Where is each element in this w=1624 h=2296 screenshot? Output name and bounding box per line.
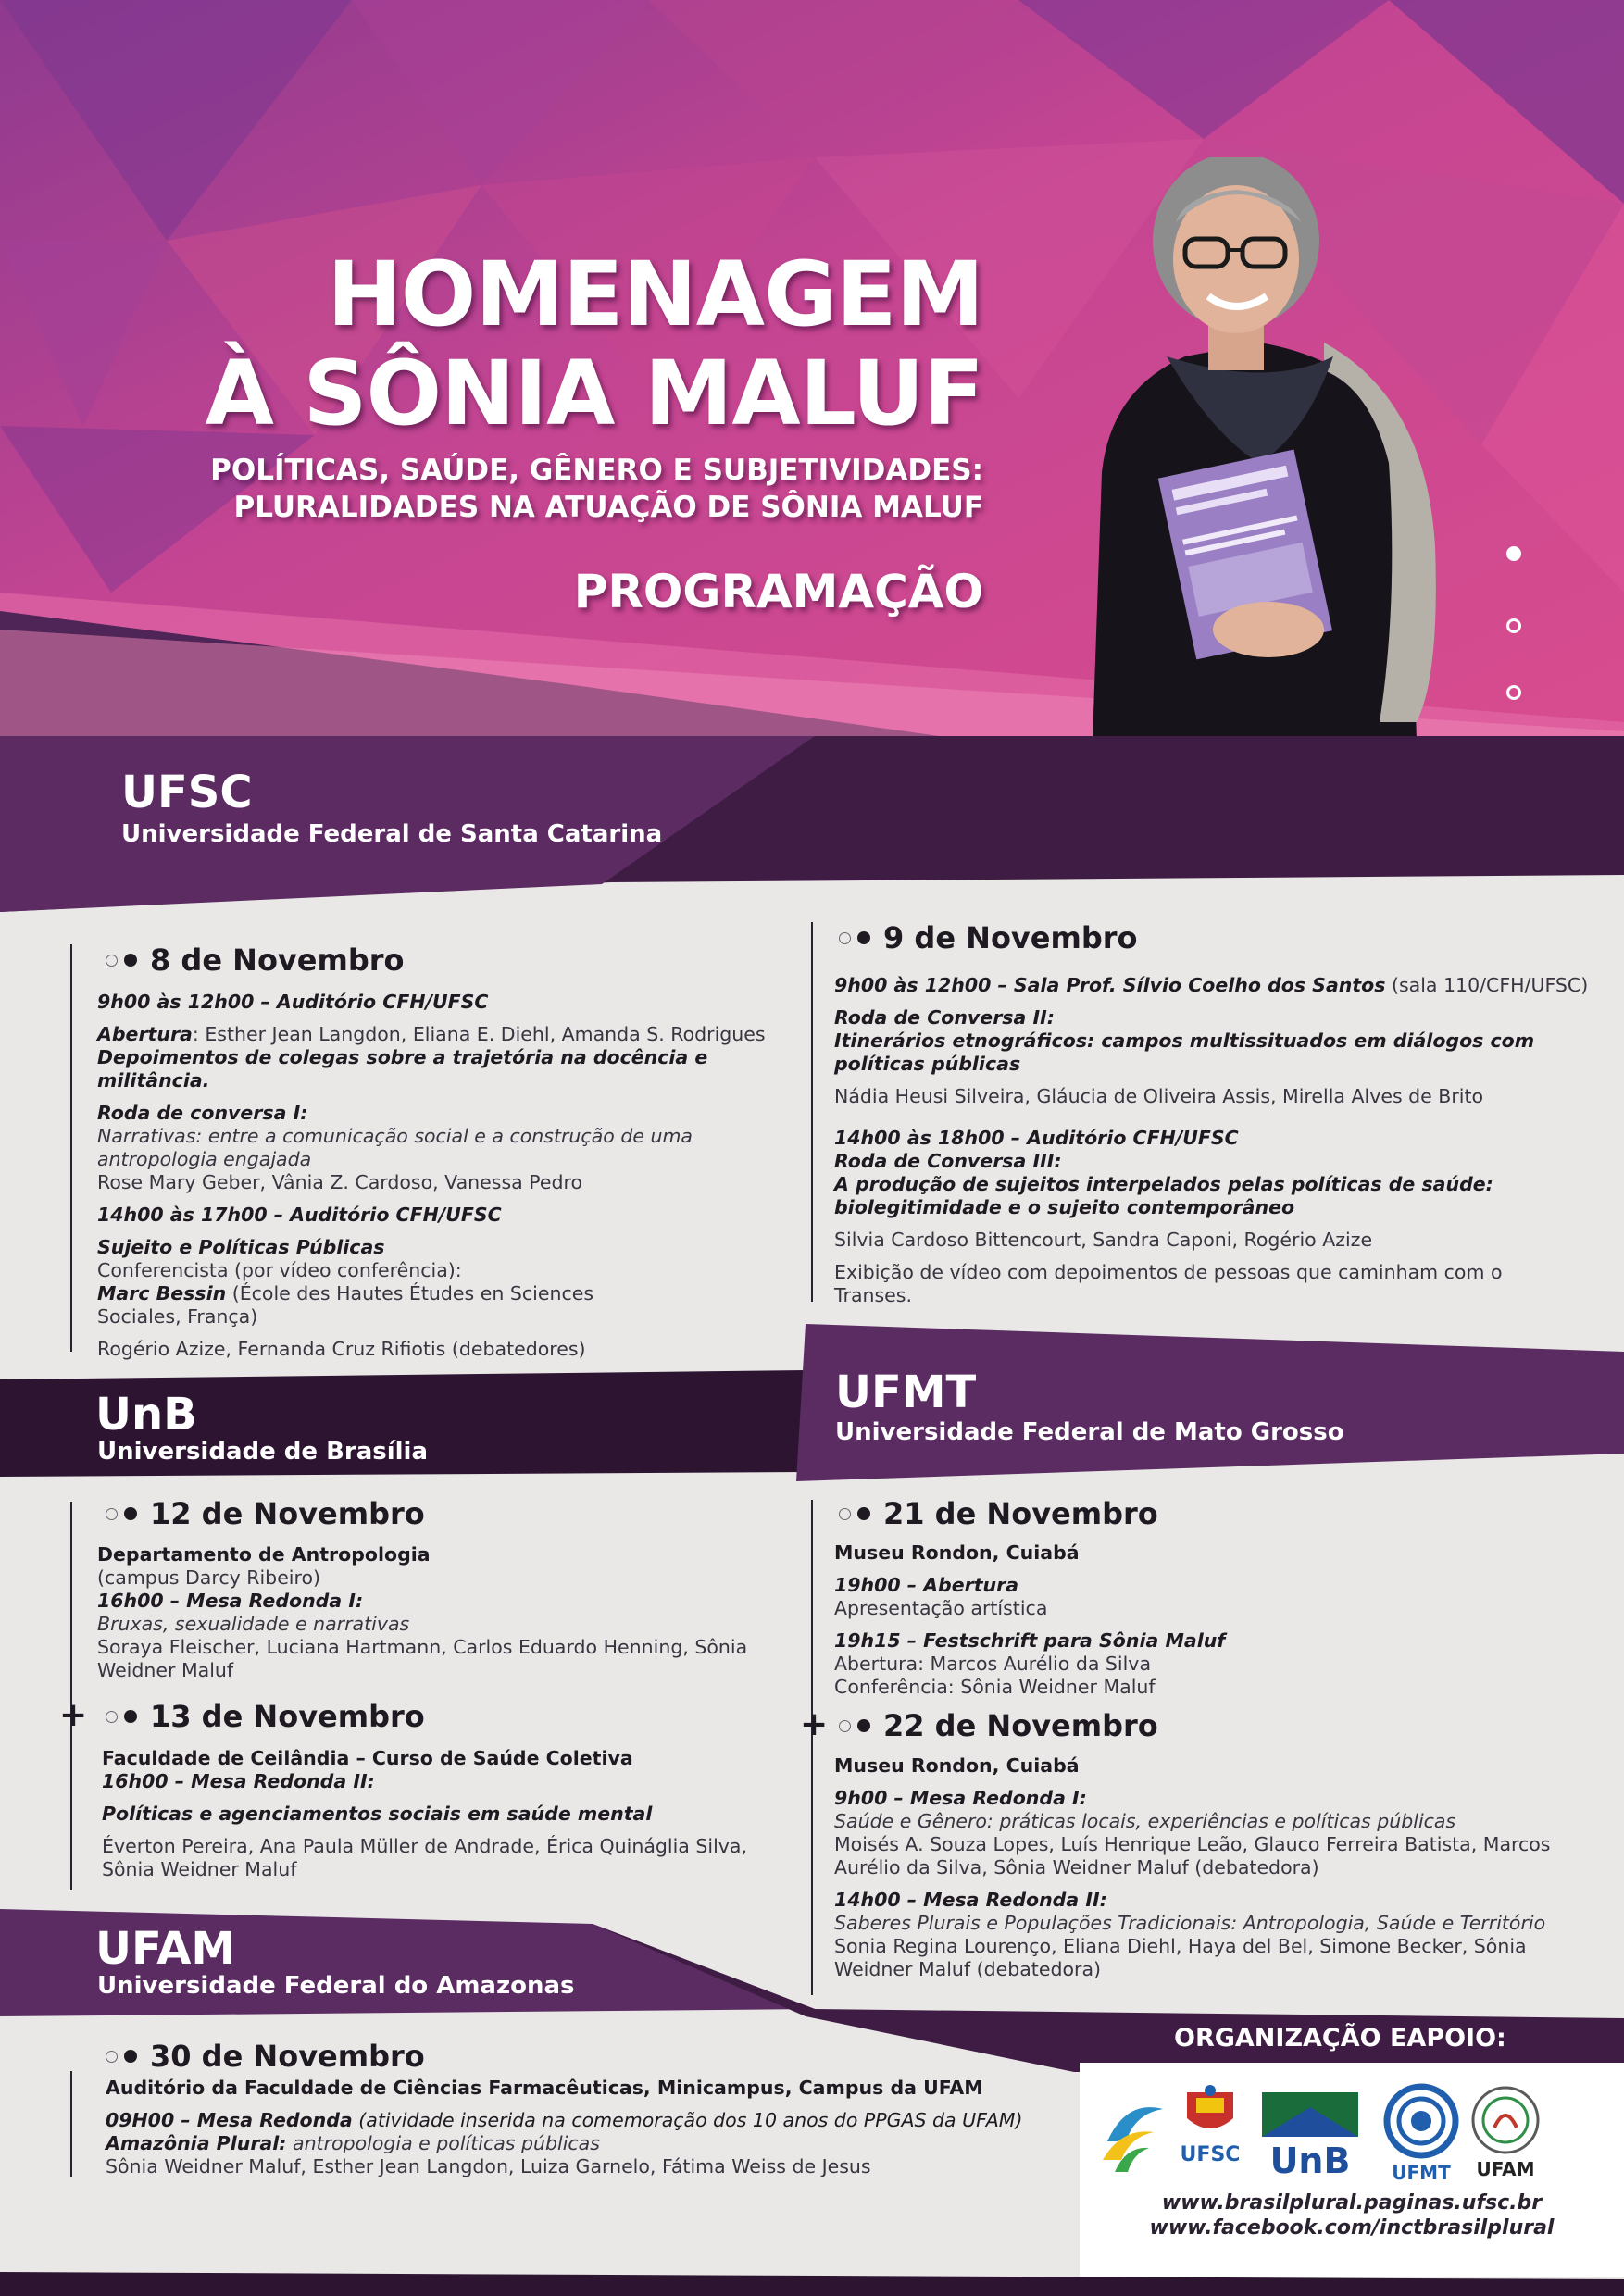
subtitle-line2: PLURALIDADES NA ATUAÇÃO DE SÔNIA MALUF [233, 491, 983, 524]
names-line1: Soraya Fleischer, Luciana Hartmann, Carlos Eduardo Henning, Sônia [97, 1636, 748, 1658]
title-line2: À SÔNIA MALUF [205, 342, 983, 445]
video-note-line1: Exibição de vídeo com depoimentos de pessoas que caminham com o [834, 1261, 1503, 1283]
ufsc-day1-block [97, 991, 801, 1361]
date-heading [839, 920, 1138, 955]
logo-ufam [1468, 2085, 1543, 2179]
roda-subtitle-line2: biolegitimidade e o sujeito contemporâneo [834, 1196, 1295, 1218]
ufam-seal-icon [1470, 2085, 1541, 2155]
venue: Museu Rondon, Cuiabá [834, 1754, 1080, 1777]
date-label: 12 de Novembro [150, 1496, 425, 1531]
session-detail: Conferência: Sônia Weidner Maluf [834, 1676, 1156, 1698]
date-heading [106, 1699, 425, 1734]
circle-filled-icon [124, 2050, 137, 2063]
ufsc-crest-icon [1178, 2083, 1243, 2140]
unb-mark-icon [1260, 2090, 1360, 2139]
abertura-names: : Esther Jean Langdon, Eliana E. Diehl, Amanda S. Rodrigues [192, 1023, 766, 1045]
date-heading [839, 1708, 1158, 1743]
session-room: (sala 110/CFH/UFSC) [1385, 974, 1589, 996]
session-time: 14h00 às 18h00 – Auditório CFH/UFSC [834, 1127, 1239, 1149]
org-title: ORGANIZAÇÃO EAPOIO: [1174, 2024, 1506, 2053]
session-time: 09H00 – Mesa Redonda [106, 2109, 353, 2131]
session-title-rest: : Antropologia, Saúde e Território [1230, 1912, 1546, 1934]
ufsc-name: Universidade Federal de Santa Catarina [121, 820, 663, 848]
names-line1: Éverton Pereira, Ana Paula Müller de Andrade, Érica Quináglia Silva, [102, 1835, 747, 1857]
date-label: 30 de Novembro [150, 2039, 425, 2074]
slide-dot-1[interactable] [1506, 546, 1521, 561]
circle-filled-icon [124, 1507, 137, 1520]
names-line2: Weidner Maluf [97, 1659, 234, 1681]
date-heading [106, 942, 405, 978]
debaters: Rogério Azize, Fernanda Cruz Rifiotis (debatedores) [97, 1338, 586, 1360]
slide-dot-3[interactable] [1506, 685, 1521, 700]
timeline-line [70, 2071, 72, 2177]
speaker-affiliation-line2: Sociales, França) [97, 1305, 258, 1328]
ufmt-abbr: UFMT [835, 1366, 977, 1418]
speaker-affiliation: (École des Hautes Études en Sciences [226, 1282, 594, 1304]
names-line2: Sônia Weidner Maluf [102, 1858, 297, 1880]
date-heading [106, 1496, 425, 1531]
logo-unb [1259, 2090, 1361, 2179]
subtitle [210, 452, 983, 526]
ufam-day-block [106, 2077, 1087, 2178]
circle-outline-icon [839, 932, 851, 944]
session-title: Políticas e agenciamentos sociais em saúde mental [102, 1803, 653, 1825]
circle-outline-icon [106, 955, 118, 967]
session-title-rest: : práticas locais, experiências e políticas públicas [986, 1810, 1456, 1832]
ufsc-abbr: UFSC [121, 767, 253, 818]
roda-subtitle-line1: A produção de sujeitos interpelados pelas políticas de saúde: [834, 1173, 1493, 1195]
logo-ufmt [1380, 2083, 1463, 2183]
roda-subtitle-line2: antropologia engajada [97, 1148, 312, 1170]
date-label: 22 de Novembro [883, 1708, 1158, 1743]
unb-day2-block [102, 1747, 806, 1881]
circle-outline-icon [106, 1508, 118, 1520]
roda-names: Nádia Heusi Silveira, Gláucia de Oliveira Assis, Mirella Alves de Brito [834, 1085, 1484, 1107]
ufmt-name: Universidade Federal de Mato Grosso [835, 1418, 1344, 1446]
circle-filled-icon [124, 1710, 137, 1723]
venue: Auditório da Faculdade de Ciências Farmacêuticas, Minicampus, Campus da UFAM [106, 2077, 983, 2099]
logo-unb-text: UnB [1269, 2140, 1351, 2181]
date-heading [106, 2039, 425, 2074]
facebook-link[interactable]: www.facebook.com/inctbrasilplural [1149, 2216, 1555, 2240]
session-title-rest: antropologia e políticas públicas [286, 2132, 600, 2154]
ufsc-day2-block [834, 974, 1593, 1307]
roda-title: Roda de Conversa II: [834, 1006, 1055, 1029]
session-time: 16h00 – Mesa Redonda I: [97, 1590, 364, 1612]
ufmt-emblem-icon [1383, 2083, 1459, 2159]
session-detail: Abertura: Marcos Aurélio da Silva [834, 1653, 1152, 1675]
logo-ufsc [1172, 2083, 1248, 2166]
date-label: 13 de Novembro [150, 1699, 425, 1734]
subtitle-line1: POLÍTICAS, SAÚDE, GÊNERO E SUBJETIVIDADES: [210, 454, 983, 487]
session-time: 14h00 às 17h00 – Auditório CFH/UFSC [97, 1204, 502, 1226]
roda-subtitle-line1: Itinerários etnográficos: campos multissituados em diálogos com [834, 1029, 1535, 1052]
session-note: (atividade inserida na comemoração dos 10 anos do PPGAS da UFAM) [352, 2109, 1023, 2131]
date-label: 9 de Novembro [883, 920, 1138, 955]
plus-icon: + [800, 1705, 829, 1743]
venue: Departamento de Antropologia [97, 1543, 431, 1566]
roda-title: Roda de conversa I: [97, 1102, 308, 1124]
ufam-name: Universidade Federal do Amazonas [97, 1972, 575, 2000]
depoimentos-text: Depoimentos de colegas sobre a trajetória na docência e militância. [97, 1046, 708, 1092]
names-line1: Sonia Regina Lourenço, Eliana Diehl, Haya del Bel, Simone Becker, Sônia [834, 1935, 1527, 1957]
programacao-heading: PROGRAMAÇÃO [573, 565, 983, 618]
roda-names: Silvia Cardoso Bittencourt, Sandra Caponi, Rogério Azize [834, 1229, 1373, 1251]
session-time: 14h00 – Mesa Redonda II: [834, 1889, 1107, 1911]
circle-filled-icon [857, 931, 870, 944]
date-label: 21 de Novembro [883, 1496, 1158, 1531]
timeline-line [70, 944, 72, 1352]
session-title: Saberes Plurais e Populações Tradicionais [834, 1912, 1231, 1934]
names-line2: Aurélio da Silva, Sônia Weidner Maluf (debatedora) [834, 1856, 1319, 1878]
plus-icon: + [59, 1696, 88, 1734]
speaker-name: Marc Bessin [97, 1282, 227, 1304]
session-time: 9h00 às 12h00 – Sala Prof. Sílvio Coelho dos Santos [834, 974, 1386, 996]
session-title: Bruxas, sexualidade e narrativas [97, 1613, 410, 1635]
session-time: 19h15 – Festschrift para Sônia Maluf [834, 1629, 1226, 1652]
timeline-line [811, 922, 813, 1302]
circle-outline-icon [106, 2051, 118, 2063]
unb-day1-block [97, 1543, 801, 1682]
session-time: 19h00 – Abertura [834, 1574, 1019, 1596]
video-note-line2: Transes. [834, 1284, 912, 1306]
circle-filled-icon [857, 1719, 870, 1732]
logo-ufsc-text: UFSC [1180, 2143, 1241, 2166]
venue: Museu Rondon, Cuiabá [834, 1541, 1080, 1564]
abertura-label: Abertura [97, 1023, 193, 1045]
roda-subtitle-line2: políticas públicas [834, 1053, 1021, 1075]
session-time: 16h00 – Mesa Redonda II: [102, 1770, 375, 1792]
circle-outline-icon [106, 1711, 118, 1723]
circle-outline-icon [839, 1720, 851, 1732]
date-label: 8 de Novembro [150, 942, 405, 978]
roda-title: Roda de Conversa III: [834, 1150, 1062, 1172]
session-title: Sujeito e Políticas Públicas [97, 1236, 385, 1258]
session-title: Saúde e Gênero [834, 1810, 987, 1832]
circle-filled-icon [857, 1507, 870, 1520]
ufmt-day1-block [834, 1541, 1593, 1699]
venue-detail: (campus Darcy Ribeiro) [97, 1566, 321, 1589]
circle-outline-icon [839, 1508, 851, 1520]
slide-dot-2[interactable] [1506, 618, 1521, 633]
conferencista-label: Conferencista (por vídeo conferência): [97, 1259, 462, 1281]
names-line2: Weidner Maluf (debatedora) [834, 1958, 1102, 1980]
venue: Faculdade de Ceilândia – Curso de Saúde Coletiva [102, 1747, 633, 1769]
portrait-photo [1028, 157, 1454, 741]
session-title: Amazônia Plural: [106, 2132, 287, 2154]
logo-ufmt-text: UFMT [1392, 2162, 1451, 2184]
unb-name: Universidade de Brasília [97, 1438, 429, 1466]
names-line1: Moisés A. Souza Lopes, Luís Henrique Leão, Glauco Ferreira Batista, Marcos [834, 1833, 1551, 1855]
brasil-plural-logo [1098, 2090, 1168, 2174]
circle-filled-icon [124, 954, 137, 967]
unb-abbr: UnB [95, 1389, 197, 1441]
title-line1: HOMENAGEM [327, 243, 983, 346]
session-detail: Apresentação artística [834, 1597, 1048, 1619]
ufam-abbr: UFAM [95, 1923, 236, 1975]
session-time: 9h00 às 12h00 – Auditório CFH/UFSC [97, 991, 489, 1013]
logo-ufam-text: UFAM [1476, 2158, 1535, 2180]
footer-band [0, 2259, 1624, 2296]
session-time: 9h00 – Mesa Redonda I: [834, 1787, 1087, 1809]
website-link[interactable]: www.brasilplural.paginas.ufsc.br [1161, 2191, 1543, 2215]
date-heading [839, 1496, 1158, 1531]
roda-names: Rose Mary Geber, Vânia Z. Cardoso, Vanessa Pedro [97, 1171, 582, 1193]
names: Sônia Weidner Maluf, Esther Jean Langdon, Luiza Garnelo, Fátima Weiss de Jesus [106, 2155, 871, 2177]
roda-subtitle-line1: Narrativas: entre a comunicação social e a construção de uma [97, 1125, 693, 1147]
